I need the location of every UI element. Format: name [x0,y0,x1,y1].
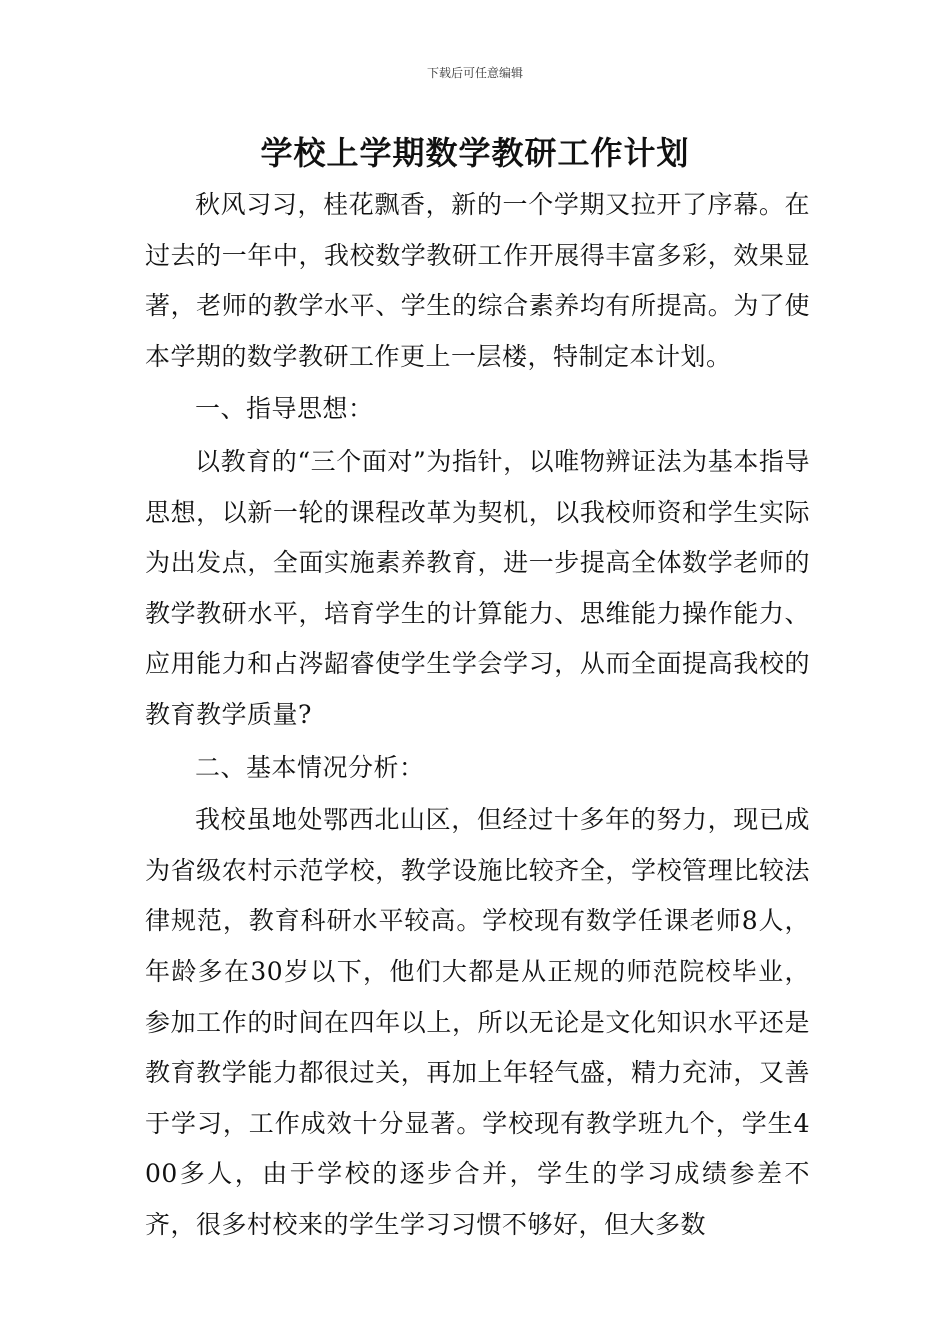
document-title: 学校上学期数学教研工作计划 [260,134,690,172]
paragraph-intro: 秋风习习，桂花飘香，新的一个学期又拉开了序幕。在过去的一年中，我校数学教研工作开展得丰富多彩，效果显著，老师的教学水平、学生的综合素养均有所提高。为了使本学期的数学教研工作更上一层楼，特制定本计划。 [145,190,810,371]
paragraph-guiding-thought: 以教育的“三个面对”为指针，以唯物辨证法为基本指导思想，以新一轮的课程改革为契机，以我校师资和学生实际为出发点，全面实施素养教育，进一步提高全体数学老师的教学教研水平，培育学生的计算能力、思维能力操作能力、应用能力和占涔龆睿使学生学会学习，从而全面提高我校的教育教学质量? [145,446,810,729]
paragraph-situation-analysis: 我校虽地处鄂西北山区，但经过十多年的努力，现已成为省级农村示范学校，教学设施比较齐全，学校管理比较法律规范，教育科研水平较高。学校现有数学任课老师8人，年龄多在30岁以下，他们大都是从正规的师范院校毕业，参加工作的时间在四年以上，所以无论是文化知识水平还是教育教学能力都很过关，再加上年轻气盛，精力充沛，又善于学习，工作成效十分显著。学校现有教学班九个，学生400多人，由于学校的逐步合并，学生的学习成绩参差不齐，很多村校来的学生学习习惯不够好，但大多数 [145,805,810,1239]
section-heading-guiding-thought: 一、指导思想： [195,394,374,424]
header-note: 下载后可任意编辑 [426,66,523,80]
document-body [145,180,810,1250]
section-heading-situation-analysis: 二、基本情况分析： [195,752,425,782]
